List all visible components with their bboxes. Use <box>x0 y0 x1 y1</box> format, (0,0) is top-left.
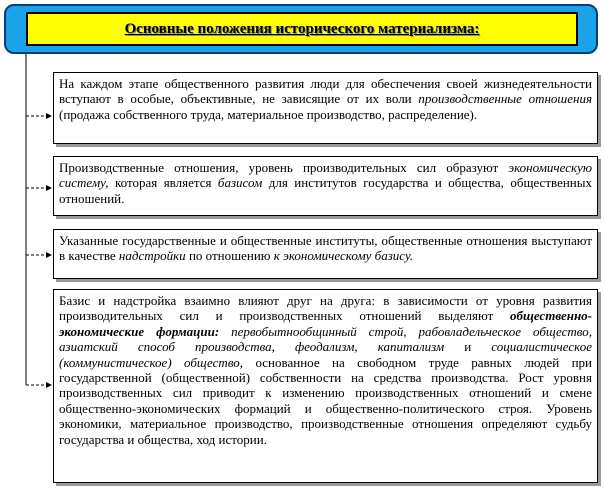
text-segment: (продажа собственного труда, материальное производство, распределение). <box>59 106 478 122</box>
text-segment: основанное на свободном труде равных людей при государственной (общественной) собственности на средства производства. Рост уровня производственных сил приводит к изменению производственных отношений и смене общественно-экономических формаций и общественно-политического строя. Уровень экономики, материальное производство, производственные отношения определяют судьбу государства и общества, ход истории. <box>59 354 592 447</box>
text-segment: к экономическому базису. <box>273 248 414 264</box>
text-segment: На каждом этапе общественного развития люди для обеспечения своей жизнедеятельности вступают в особые, объективные, не зависящие от их воли <box>59 76 592 107</box>
text-segment: и <box>444 339 492 355</box>
text-segment: базисом <box>217 175 263 191</box>
block-production-relations <box>53 72 598 144</box>
block-socioeconomic-formations <box>53 289 598 483</box>
text-segment: для институтов государства и общества, общественных отношений. <box>59 175 592 206</box>
text-segment: экономическую систему, <box>59 160 592 191</box>
text-segment: первобытнообщинный строй, рабовладельческое общество, азиатский способ производства, феодализм, капитализм <box>59 323 592 355</box>
text-segment: по отношению <box>185 248 274 264</box>
text-segment: производственные отношения <box>418 91 593 107</box>
diagram-title: Основные положения исторического материализма: <box>26 12 578 46</box>
title-frame <box>4 4 598 54</box>
block-superstructure <box>53 229 598 279</box>
text-segment: Производственные отношения, уровень производительных сил образуют <box>59 160 509 175</box>
block-economic-system <box>53 156 598 216</box>
text-segment: общественно-экономические формации: <box>59 308 592 339</box>
text-segment: Указанные государственные и общественные институты, общественные отношения выступают в качестве <box>59 233 592 264</box>
text-segment: Базис и надстройка взаимно влияют друг на друга: в зависимости от уровня развития производительных сил и производственных отношений выделяют <box>59 293 592 324</box>
text-segment: социалистическое (коммунистическое) общество, <box>59 339 592 370</box>
text-segment: которая является <box>108 175 218 191</box>
text-segment: надстройки <box>118 248 186 264</box>
